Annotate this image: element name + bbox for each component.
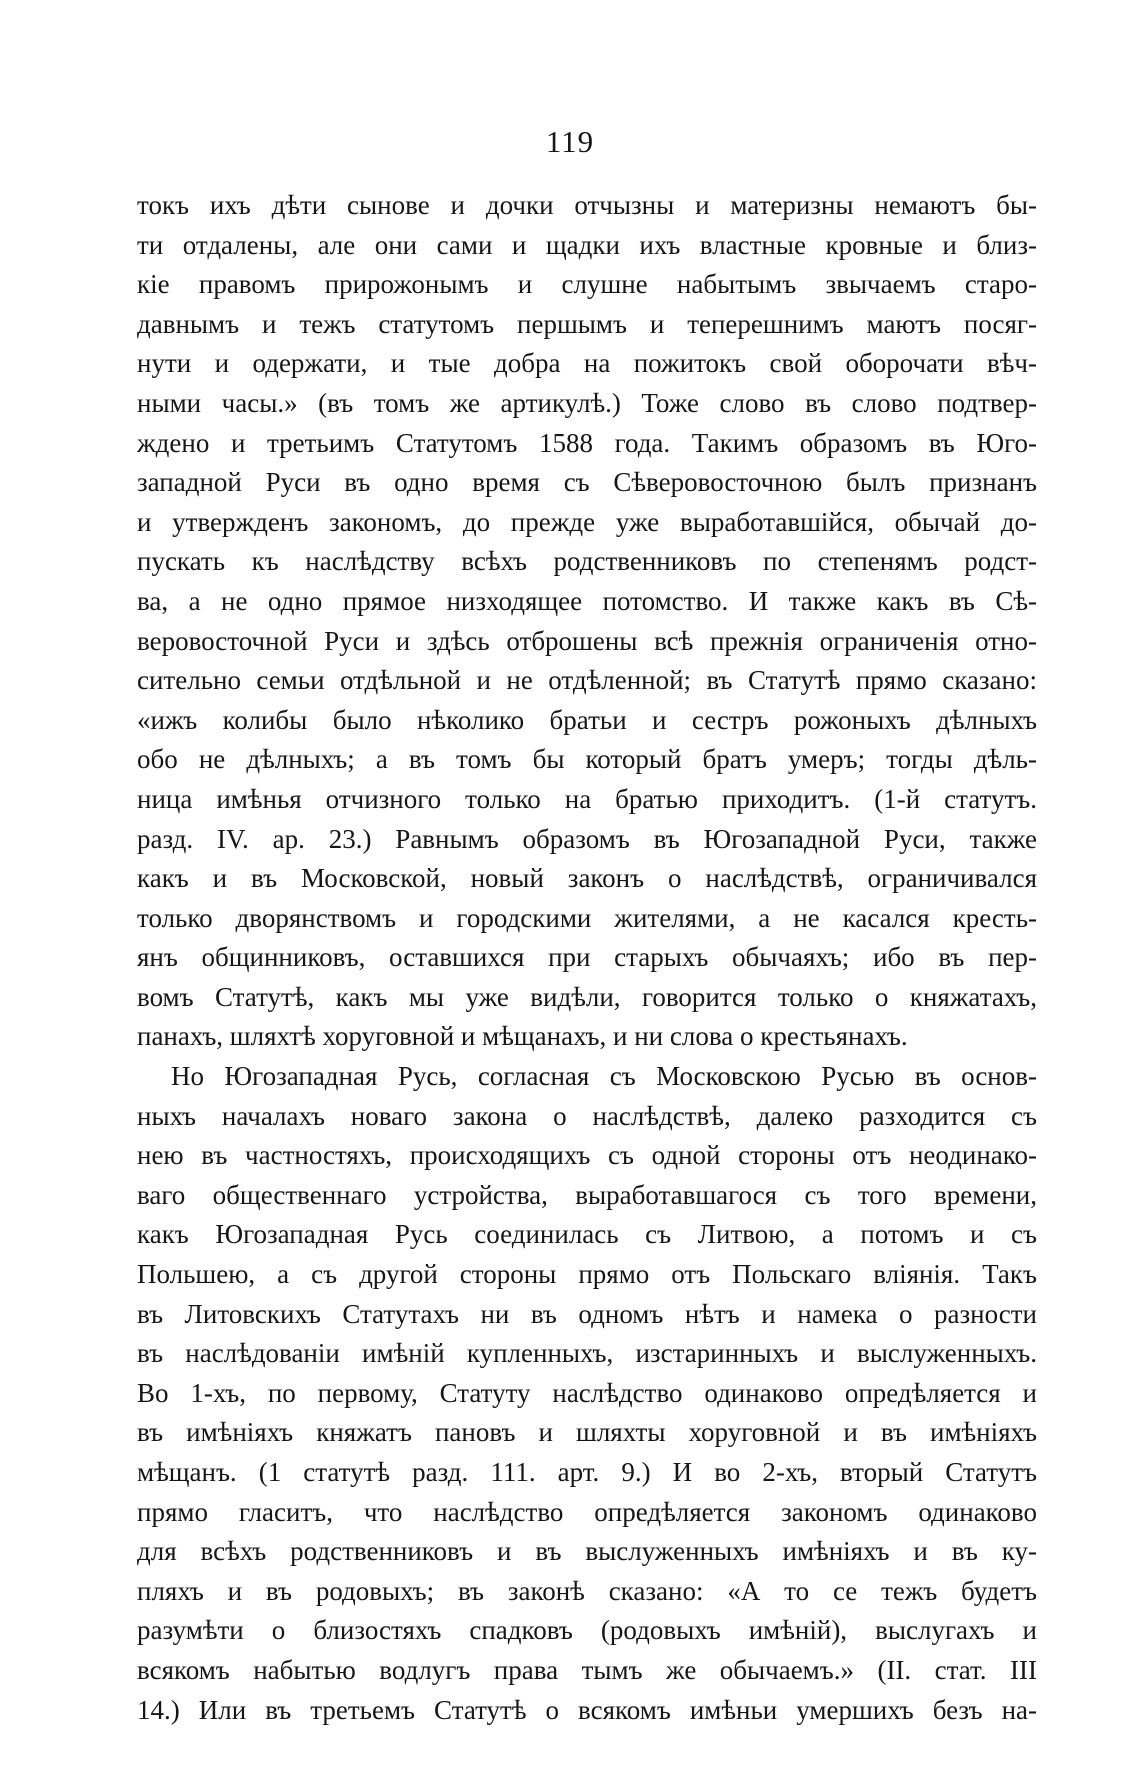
text-line: давнымъ и тежъ статутомъ першымъ и теперешнимъ маютъ посяг-	[137, 308, 1037, 339]
text-line: нею въ частностяхъ, происходящихъ съ одной стороны отъ неодинако-	[137, 1140, 1037, 1171]
text-line: вомъ Статутѣ, какъ мы уже видѣли, говорится только о княжатахъ,	[137, 981, 1037, 1012]
text-line: ныхъ началахъ новаго закона о наслѣдствѣ, далеко разходится съ	[137, 1100, 1037, 1131]
body-text	[137, 186, 1037, 1730]
text-line: токъ ихъ дѣти сынове и дочки отчызны и материзны немаютъ бы-	[137, 190, 1037, 220]
text-line: ваго общественнаго устройства, выработавшагося съ того времени,	[137, 1179, 1037, 1210]
text-line: Польшею, а съ другой стороны прямо отъ Польскаго вліянія. Такъ	[137, 1259, 1037, 1290]
text-line: прямо гласитъ, что наслѣдство опредѣляется закономъ одинаково	[137, 1496, 1037, 1527]
text-line: веровосточной Руси и здѣсь отброшены всѣ прежнія ограниченія отно-	[137, 625, 1037, 656]
text-line: какъ Югозападная Русь соединилась съ Литвою, а потомъ и съ	[137, 1219, 1037, 1250]
text-line: «ижъ колибы было нѣколико братьи и сестръ рожоныхъ дѣлныхъ	[137, 704, 1037, 735]
text-line: янъ общинниковъ, оставшихся при старыхъ обычаяхъ; ибо въ пер-	[137, 942, 1037, 973]
text-line: западной Руси въ одно время съ Сѣверовосточною былъ признанъ	[137, 467, 1037, 498]
text-line: и утвержденъ закономъ, до прежде уже выработавшійся, обычай до-	[137, 506, 1037, 537]
text-line: только дворянствомъ и городскими жителями, а не касался кресть-	[137, 902, 1037, 933]
text-line: въ имѣніяхъ княжатъ пановъ и шляхты хоруговной и въ имѣніяхъ	[137, 1417, 1037, 1448]
text-line: разумѣти о близостяхъ спадковъ (родовыхъ имѣній), выслугахъ и	[137, 1615, 1037, 1646]
text-line: ждено и третьимъ Статутомъ 1588 года. Такимъ образомъ въ Юго-	[137, 427, 1037, 458]
text-line: пускать къ наслѣдству всѣхъ родственниковъ по степенямъ родст-	[137, 546, 1037, 577]
text-line: разд. IV. ар. 23.) Равнымъ образомъ въ Югозападной Руси, также	[137, 823, 1037, 854]
text-line: обо не дѣлныхъ; а въ томъ бы который братъ умеръ; тогды дѣль-	[137, 744, 1037, 775]
text-line: въ Литовскихъ Статутахъ ни въ одномъ нѣтъ и намека о разности	[137, 1298, 1037, 1329]
text-line: пляхъ и въ родовыхъ; въ законѣ сказано: «А то се тежъ будетъ	[137, 1575, 1037, 1606]
text-line: ными часы.» (въ томъ же артикулѣ.) Тоже слово въ слово подтвер-	[137, 387, 1037, 418]
text-line: панахъ, шляхтѣ хоруговной и мѣщанахъ, и ни слова о крестьянахъ.	[137, 1021, 908, 1052]
text-line: для всѣхъ родственниковъ и въ выслуженныхъ имѣніяхъ и въ ку-	[137, 1536, 1037, 1567]
text-line: 14.) Или въ третьемъ Статутѣ о всякомъ имѣньи умершихъ безъ на-	[137, 1694, 1037, 1725]
text-line: въ наслѣдованіи имѣній купленныхъ, изстаринныхъ и выслуженныхъ.	[137, 1338, 1037, 1369]
text-line: всякомъ набытью водлугъ права тымъ же обычаемъ.» (II. стат. III	[137, 1654, 1037, 1685]
text-line: ница имѣнья отчизного только на братью приходитъ. (1-й статутъ.	[137, 783, 1037, 814]
text-line: сительно семьи отдѣльной и не отдѣленной; въ Статутѣ прямо сказано:	[137, 665, 1037, 696]
text-line: какъ и въ Московской, новый законъ о наслѣдствѣ, ограничивался	[137, 863, 1037, 894]
paragraph-start-line: Но Югозападная Русь, согласная съ Московскою Русью въ основ-	[171, 1061, 1037, 1092]
text-line: ва, а не одно прямое низходящее потомство. И также какъ въ Сѣ-	[137, 585, 1037, 616]
text-line: Во 1-хъ, по первому, Статуту наслѣдство одинаково опредѣляется и	[137, 1377, 1037, 1408]
text-line: ти отдалены, але они сами и щадки ихъ властные кровные и близ-	[137, 229, 1037, 260]
text-line: кіе правомъ прирожонымъ и слушне набытымъ звычаемъ старо-	[137, 269, 1037, 300]
page-number: 119	[545, 124, 595, 159]
text-line: нути и одержати, и тые добра на пожитокъ свой оборочати вѣч-	[137, 348, 1037, 379]
text-line: мѣщанъ. (1 статутѣ разд. 111. арт. 9.) И во 2-хъ, вторый Статутъ	[137, 1457, 1037, 1487]
